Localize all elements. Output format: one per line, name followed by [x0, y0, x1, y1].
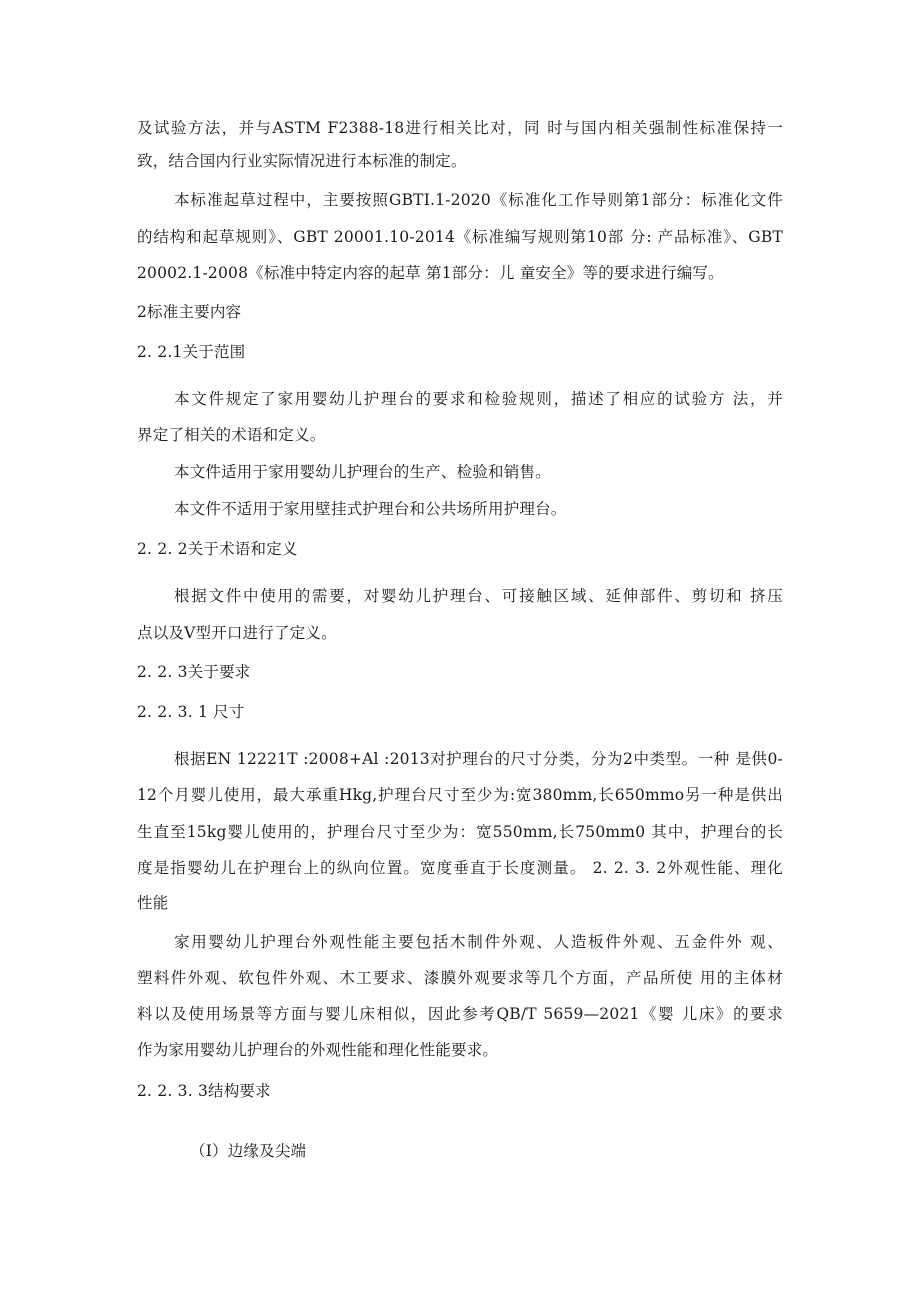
subsection-heading: 2. 2. 3关于要求: [137, 663, 251, 681]
paragraph-line: 家用婴幼儿护理台外观性能主要包括木制件外观、人造板件外观、五金件外 观、: [174, 933, 783, 951]
paragraph-line: 12个月婴儿使用，最大承重Hkg,护理台尺寸至少为:宽380mm,长650mmo另一种是供出: [137, 786, 783, 804]
paragraph-line: 点以及V型开口进行了定义。: [137, 624, 337, 642]
paragraph-line: 本标准起草过程中，主要按照GBTI.1-2020《标准化工作导则第1部分：标准化文件: [174, 191, 783, 209]
paragraph-line: 本文件规定了家用婴幼儿护理台的要求和检验规则，描述了相应的试验方 法，并: [174, 390, 783, 408]
paragraph-line: 界定了相关的术语和定义。: [137, 426, 326, 444]
paragraph-line: 本文件适用于家用婴幼儿护理台的生产、检验和销售。: [174, 463, 551, 481]
subsection-heading: 2. 2. 3. 3结构要求: [137, 1082, 271, 1100]
list-item: （I）边缘及尖端: [190, 1142, 307, 1160]
paragraph-line: 性能: [137, 894, 169, 912]
paragraph-line: 根据文件中使用的需要，对婴幼儿护理台、可接触区域、延伸部件、剪切和 挤压: [174, 587, 783, 605]
section-heading: 2标准主要内容: [137, 303, 242, 321]
paragraph-line: 根据EN 12221T :2008+Al :2013对护理台的尺寸分类，分为2中类型。一种 是供0-: [174, 750, 783, 768]
paragraph-line: 生直至15kg婴儿使用的，护理台尺寸至少为：宽550mm,长750mm0 其中，护理台的长: [137, 823, 783, 841]
paragraph-line: 料以及使用场景等方面与婴儿床相似，因此参考QB/T 5659—2021《婴 儿床》的要求: [137, 1005, 783, 1023]
paragraph-line: 本文件不适用于家用壁挂式护理台和公共场所用护理台。: [174, 500, 567, 518]
subsection-heading: 2. 2. 2关于术语和定义: [137, 540, 298, 558]
subsection-heading: 2. 2. 3. 1 尺寸: [137, 703, 245, 721]
paragraph-line: 的结构和起草规则》、GBT 20001.10-2014《标准编写规则第10部 分: 产品标准》、GBT: [137, 228, 783, 246]
paragraph-line: 致，结合国内行业实际情况进行本标准的制定。: [137, 152, 467, 170]
paragraph-line: 20002.1-2008《标准中特定内容的起草 第1部分：儿 童安全》等的要求进行编写。: [137, 264, 724, 282]
paragraph-line: 及试验方法，并与ASTM F2388-18进行相关比对，同 时与国内相关强制性标准保持一: [137, 119, 783, 137]
paragraph-line: 作为家用婴幼儿护理台的外观性能和理化性能要求。: [137, 1041, 499, 1059]
paragraph-line: 塑料件外观、软包件外观、木工要求、漆膜外观要求等几个方面，产品所使 用的主体材: [137, 969, 783, 987]
paragraph-line: 度是指婴幼儿在护理台上的纵向位置。宽度垂直于长度测量。 2. 2. 3. 2外观性能、理化: [137, 859, 783, 877]
subsection-heading: 2. 2.1关于范围: [137, 343, 246, 361]
